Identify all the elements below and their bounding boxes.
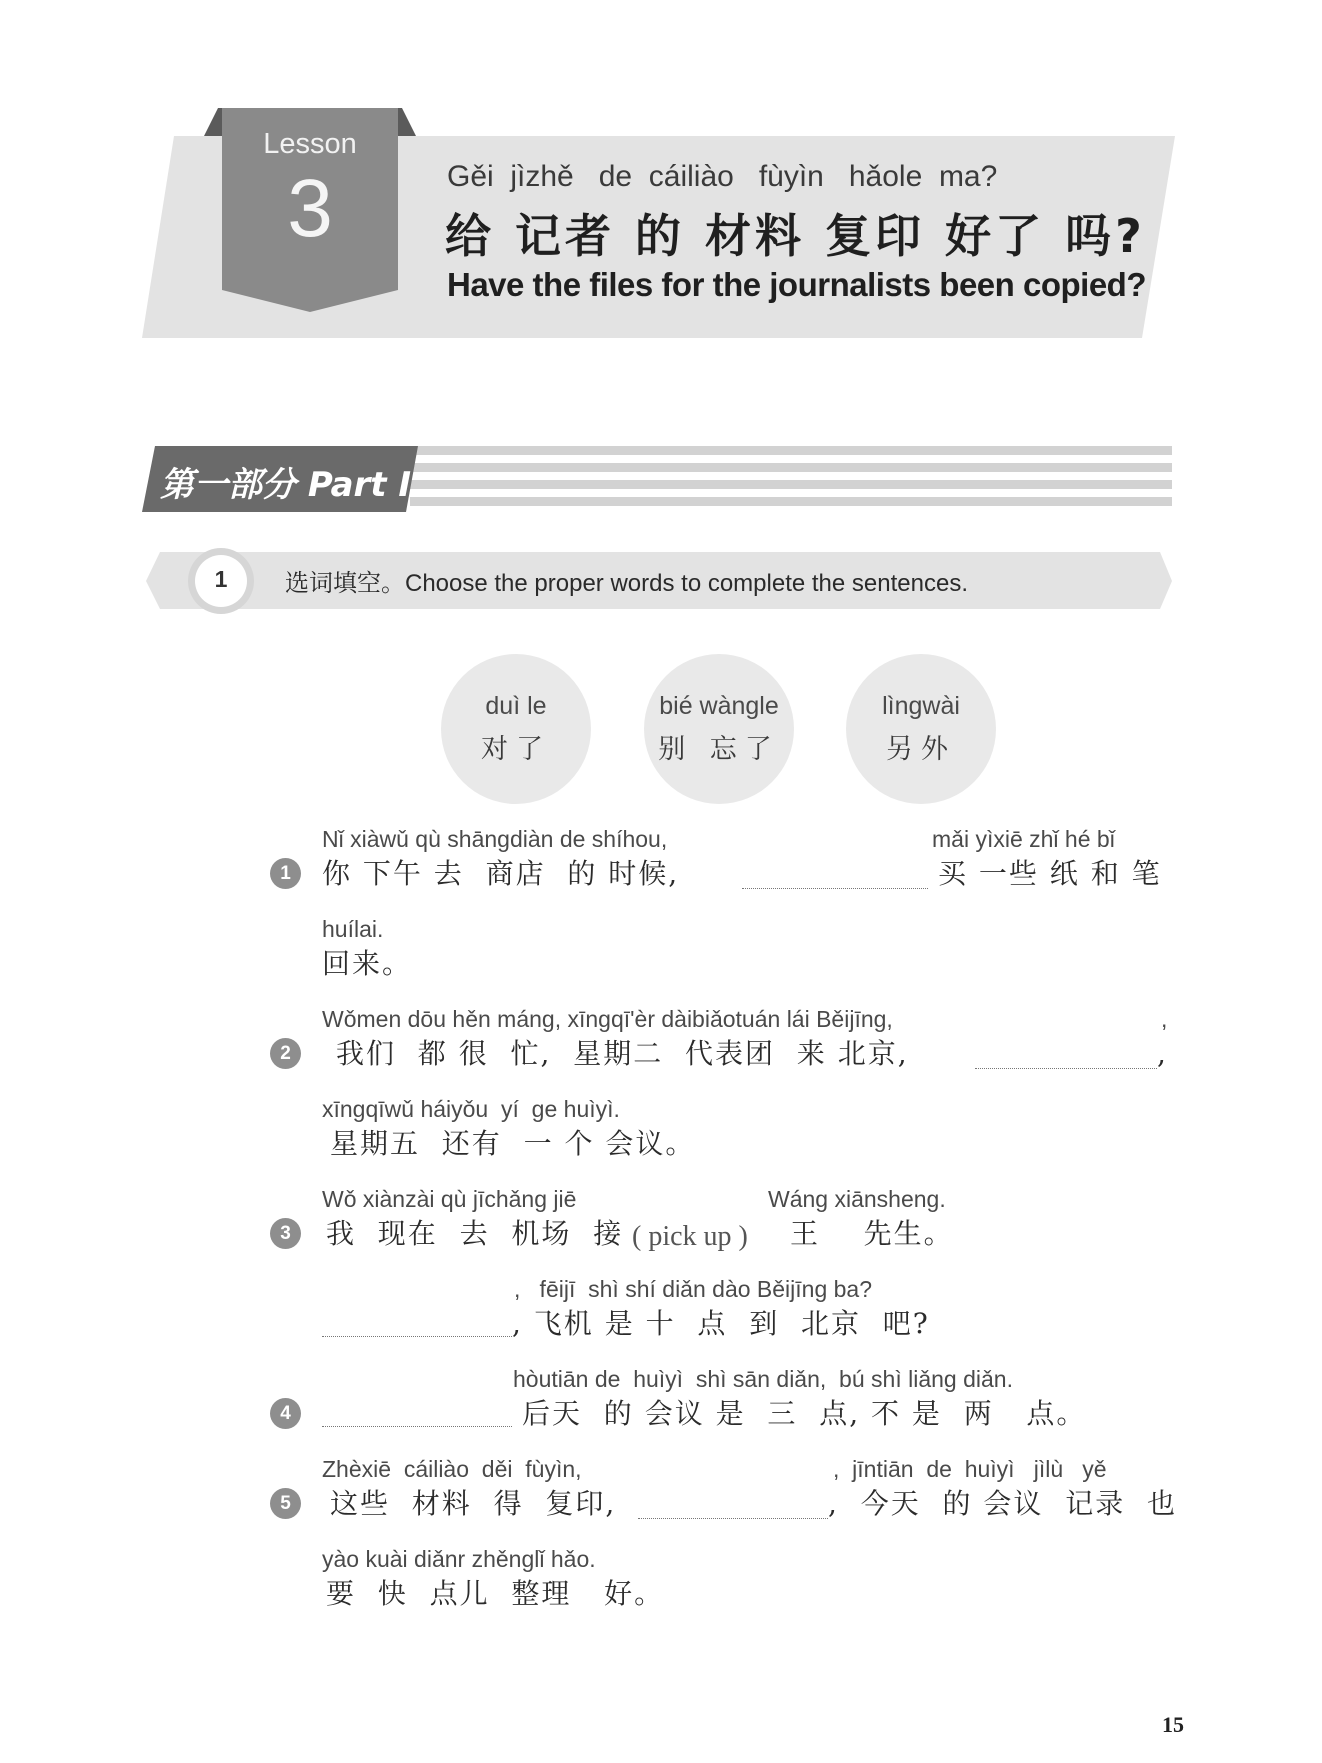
q3-chinese-c: , 飞机 是 十 点 到 北京 吧? xyxy=(512,1307,930,1340)
q4-pinyin-a: hòutiān de huìyì shì sān diǎn, bú shì liǎng diǎn. xyxy=(513,1366,1013,1392)
q2-pinyin-a: Wǒmen dōu hěn máng, xīngqī'èr dàibiǎotuán lái Běijīng, xyxy=(322,1006,893,1032)
q3-chinese-a: 我 现在 去 机场 接 xyxy=(326,1217,624,1250)
q2-pinyin-c: xīngqīwǔ háiyǒu yí ge huìyì. xyxy=(322,1096,620,1122)
lesson-label: Lesson xyxy=(263,128,357,160)
word-bank-option xyxy=(441,654,591,804)
q1-chinese-a: 你 下午 去 商店 的 时候, xyxy=(322,857,680,890)
question-number: 4 xyxy=(270,1398,301,1429)
q3-pinyin-a: Wǒ xiànzài qù jīchǎng jiē xyxy=(322,1186,577,1212)
instruction-text: 选词填空。Choose the proper words to complete the sentences. xyxy=(285,570,968,597)
q1-pinyin-a: Nǐ xiàwǔ qù shāngdiàn de shíhou, xyxy=(322,826,668,852)
word-chinese: 对了 xyxy=(481,734,551,765)
q3-answer-blank[interactable] xyxy=(322,1336,512,1337)
title-chinese: 给 记者 的 材料 复印 好了 吗? xyxy=(445,209,1146,263)
word-chinese: 另外 xyxy=(886,734,956,765)
part-title: 第一部分 Part I xyxy=(160,465,412,505)
q5-chinese-c: 要 快 点儿 整理 好。 xyxy=(326,1577,665,1610)
q5-pinyin-a: Zhèxiē cáiliào děi fùyìn, xyxy=(322,1456,582,1482)
word-pinyin: bié wàngle xyxy=(659,692,779,720)
word-pinyin: duì le xyxy=(485,692,547,720)
q1-chinese-b: 买 一些 纸 和 笔 xyxy=(938,857,1162,890)
q5-chinese-a: 这些 材料 得 复印, xyxy=(330,1487,617,1520)
lesson-number: 3 xyxy=(287,163,333,254)
question-number: 5 xyxy=(270,1488,301,1519)
q3-pinyin-c: , fēijī shì shí diǎn dào Běijīng ba? xyxy=(514,1276,873,1302)
q2-pinyin-comma: , xyxy=(1161,1006,1168,1032)
q5-chinese-b: , 今天 的 会议 记录 也 xyxy=(828,1487,1178,1520)
title-english: Have the files for the journalists been copied? xyxy=(447,266,1146,303)
q1-pinyin-c: huílai. xyxy=(322,916,384,942)
q2-answer-blank[interactable] xyxy=(975,1068,1157,1069)
word-pinyin: lìngwài xyxy=(882,692,960,720)
question-number: 2 xyxy=(270,1038,301,1069)
q3-pinyin-b: Wáng xiānsheng. xyxy=(768,1186,946,1212)
q3-gloss: ( pick up ) xyxy=(632,1221,748,1252)
title-pinyin: Gěi jìzhě de cáiliào fùyìn hǎole ma? xyxy=(447,160,998,193)
q3-chinese-b: 王 先生。 xyxy=(790,1217,954,1250)
q5-pinyin-b: , jīntiān de huìyì jìlù yě xyxy=(833,1456,1107,1482)
word-bank-option xyxy=(644,654,794,804)
question-number: 1 xyxy=(270,858,301,889)
q2-chinese-a: 我们 都 很 忙, 星期二 代表团 来 北京, xyxy=(336,1037,909,1070)
q2-chinese-comma: , xyxy=(1157,1037,1168,1070)
q4-answer-blank[interactable] xyxy=(322,1426,512,1427)
question-number: 3 xyxy=(270,1218,301,1249)
page-number: 15 xyxy=(1162,1712,1184,1737)
q1-chinese-c: 回来。 xyxy=(322,947,413,980)
q1-pinyin-b: mǎi yìxiē zhǐ hé bǐ xyxy=(932,826,1115,852)
q5-pinyin-c: yào kuài diǎnr zhěnglǐ hǎo. xyxy=(322,1546,596,1572)
q1-answer-blank[interactable] xyxy=(742,888,928,889)
word-chinese: 别 忘了 xyxy=(658,734,780,765)
instruction-number: 1 xyxy=(214,566,228,592)
q4-chinese-a: 后天 的 会议 是 三 点, 不 是 两 点。 xyxy=(522,1397,1087,1430)
q5-answer-blank[interactable] xyxy=(638,1518,828,1519)
word-bank-option xyxy=(846,654,996,804)
q2-chinese-c: 星期五 还有 一 个 会议。 xyxy=(330,1127,696,1160)
